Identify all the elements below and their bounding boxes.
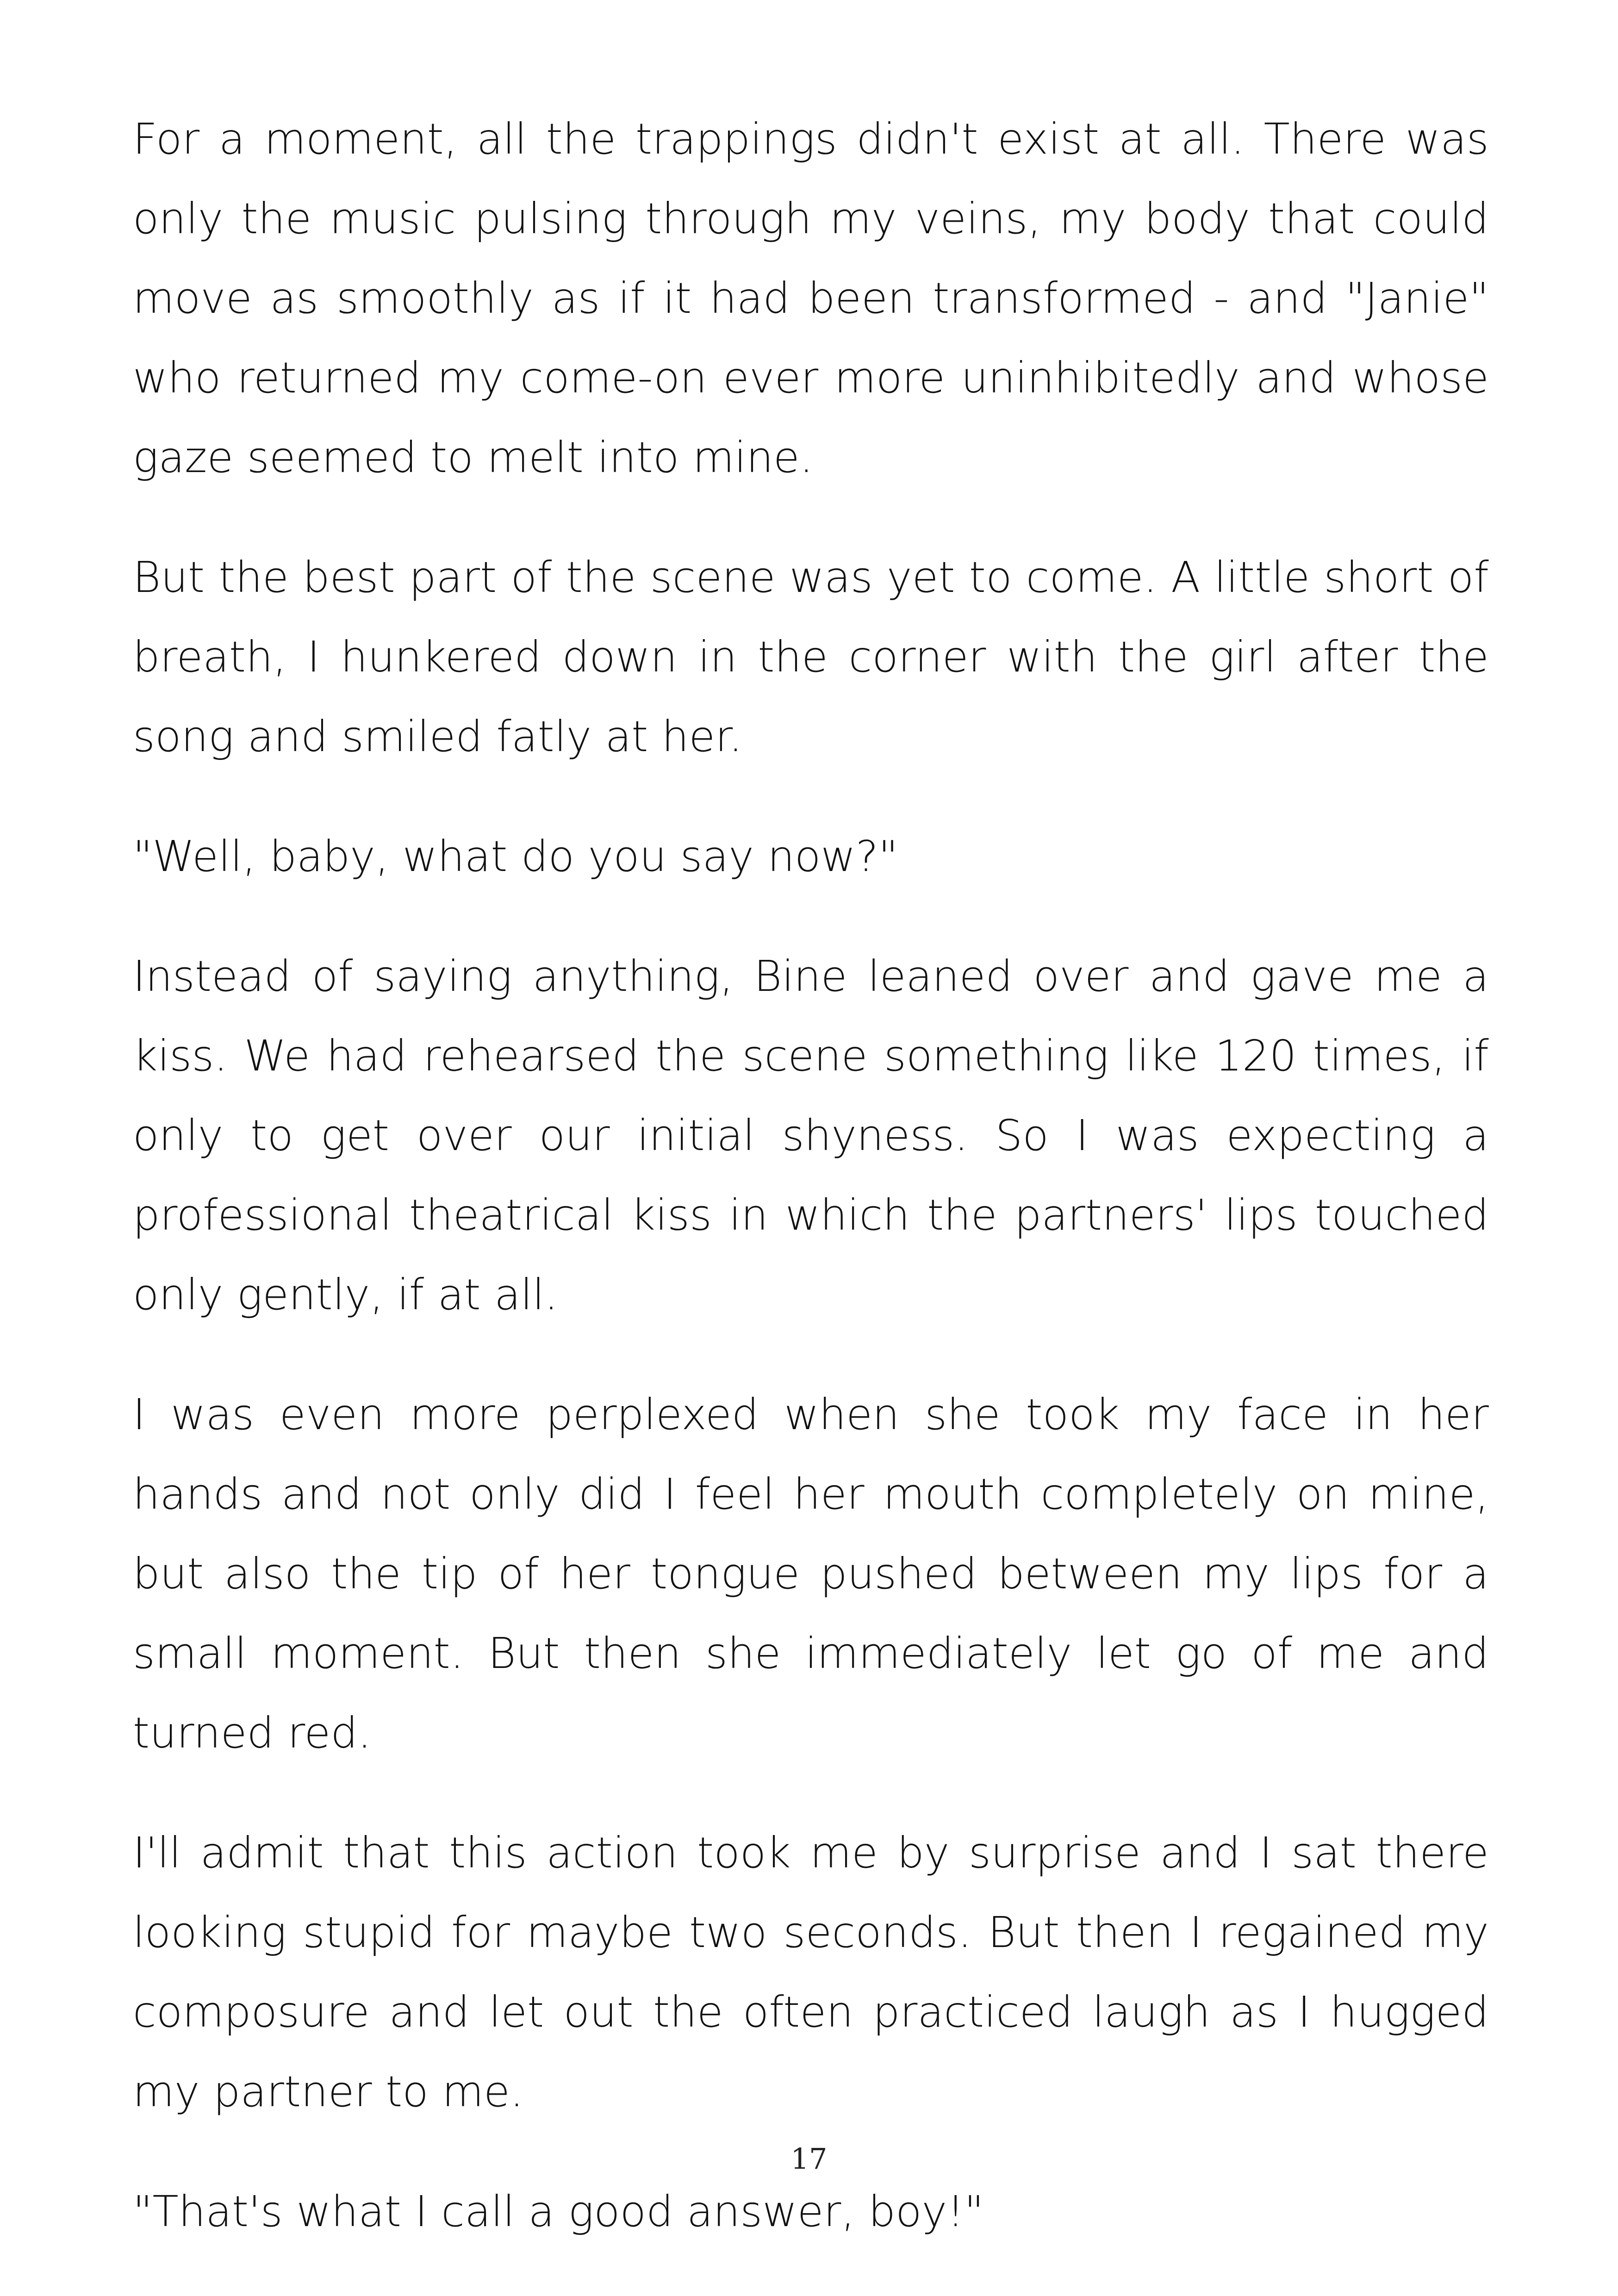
- paragraph-3: "Well, baby, what do you say now?": [133, 832, 898, 881]
- paragraph-1: For a moment, all the trappings didn't exist at all. There was only the music pulsing through my veins, my body that could move as smoothly as if it had been transformed - and "Janie" who returned my come-on ever more uninhibitedly and whose gaze seemed to melt into mine.: [133, 114, 1489, 482]
- paragraph-6: I'll admit that this action took me by surprise and I sat there looking stupid for maybe two seconds. But then I regained my composure and let out the often practiced laugh as I hugged my partner to me.: [133, 1828, 1489, 2116]
- paragraph-2: But the best part of the scene was yet to come. A little short of breath, I hunkered down in the corner with the girl after the song and smiled fatly at her.: [133, 553, 1489, 761]
- paragraph-7: "That's what I call a good answer, boy!": [133, 2187, 984, 2236]
- paragraph-5: I was even more perplexed when she took my face in her hands and not only did I feel her mouth completely on mine, but also the tip of her tongue pushed between my lips for a small moment. But then she immediately let go of me and turned red.: [133, 1390, 1489, 1758]
- body-text: [133, 100, 1489, 2292]
- page-number: 17: [790, 2142, 828, 2176]
- paragraph-4: Instead of saying anything, Bine leaned over and gave me a kiss. We had rehearsed the scene something like 120 times, if only to get over our initial shyness. So I was expecting a professional theatrical kiss in which the partners' lips touched only gently, if at all.: [133, 952, 1489, 1319]
